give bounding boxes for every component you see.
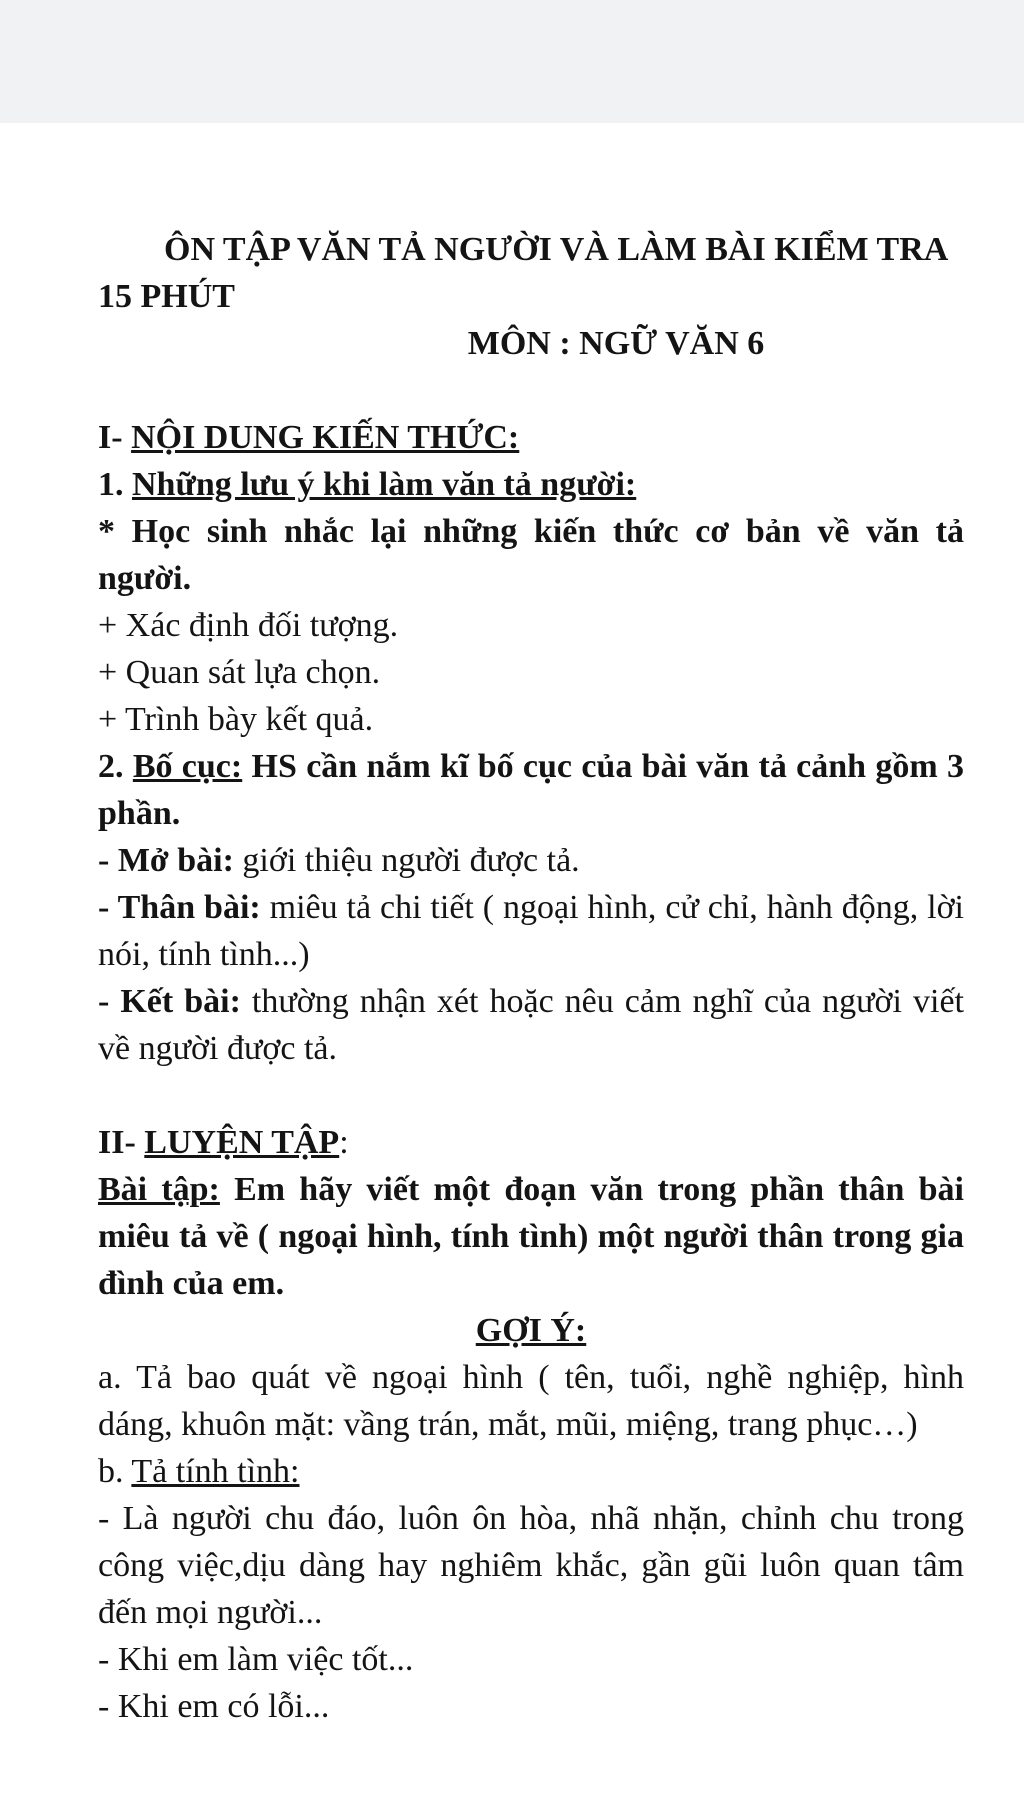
hint-b-line-1: - Là người chu đáo, luôn ôn hòa, nhã nhặn, chỉnh chu trong công việc,dịu dàng hay nghiêm khắc, gần gũi luôn quan tâm đến mọi người...	[98, 1500, 964, 1631]
step-1: + Xác định đối tượng.	[98, 607, 399, 644]
hint-b-heading: b. Tả tính tình:	[98, 1453, 300, 1490]
review-note: * Học sinh nhắc lại những kiến thức cơ bản về văn tả người.	[98, 513, 964, 597]
document-title: ÔN TẬP VĂN TẢ NGƯỜI VÀ LÀM BÀI KIỂM TRA 15 PHÚT	[98, 231, 947, 315]
step-2: + Quan sát lựa chọn.	[98, 654, 381, 691]
part-intro: - Mở bài: giới thiệu người được tả.	[98, 842, 580, 879]
viewer-top-bar	[0, 0, 1024, 123]
document-subject: MÔN : NGỮ VĂN 6	[467, 325, 765, 362]
hint-b-line-3: - Khi em có lỗi...	[98, 1688, 330, 1725]
hint-b-line-2: - Khi em làm việc tốt...	[98, 1641, 414, 1678]
part-conclusion: - Kết bài: thường nhận xét hoặc nêu cảm nghĩ của người viết về người được tả.	[98, 983, 964, 1067]
step-3: + Trình bày kết quả.	[98, 701, 374, 738]
item-2-layout: 2. Bố cục: HS cần nắm kĩ bố cục của bài văn tả cảnh gồm 3 phần.	[98, 748, 965, 832]
item-1-heading: 1. Những lưu ý khi làm văn tả người:	[98, 466, 637, 503]
document-content	[98, 226, 964, 1730]
section-1-heading: I- NỘI DUNG KIẾN THỨC:	[98, 419, 520, 456]
hint-a: a. Tả bao quát về ngoại hình ( tên, tuổi, nghề nghiệp, hình dáng, khuôn mặt: vầng trán, mắt, mũi, miệng, trang phục…)	[98, 1359, 964, 1443]
section-2-heading: II- LUYỆN TẬP:	[98, 1124, 349, 1161]
hint-heading: GỢI Ý:	[475, 1312, 587, 1349]
exercise: Bài tập: Em hãy viết một đoạn văn trong phần thân bài miêu tả về ( ngoại hình, tính tình) một người thân trong gia đình của em.	[98, 1171, 964, 1302]
part-body: - Thân bài: miêu tả chi tiết ( ngoại hình, cử chỉ, hành động, lời nói, tính tình...)	[98, 889, 964, 973]
